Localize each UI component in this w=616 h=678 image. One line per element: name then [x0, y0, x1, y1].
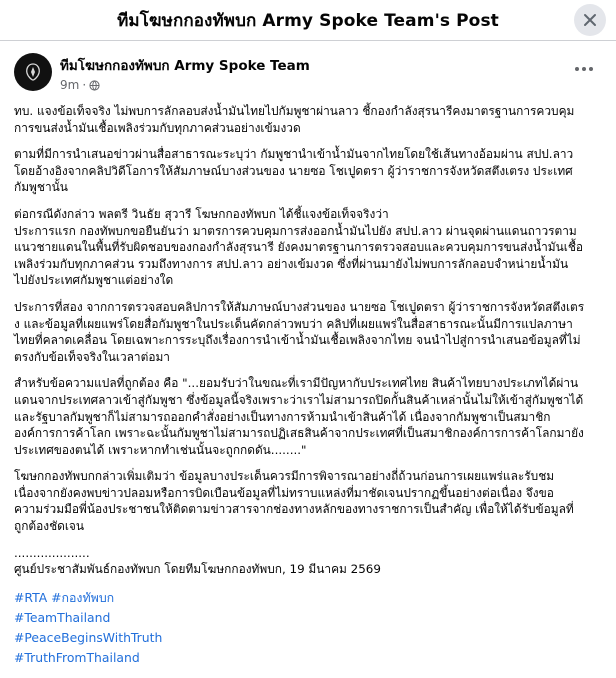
army-logo: [23, 63, 43, 81]
hashtag-link[interactable]: #PeaceBeginsWithTruth: [14, 629, 163, 645]
post-meta: [60, 78, 310, 92]
post-paragraph-second-point: ประการที่สอง จากการตรวจสอบคลิปการให้สัมภาษณ์บางส่วนของ นายซอ โชเปูดตรา ผู้ว่าราชการจังหวัดสตึงเตร ง และข้อมูลที่เผยแพร่โดยสื่อกัมพูชาในประเด็นคัดกล่าวพบว่า คลิปที่เผยแพร่ในสื่อสาธารณะนั้นมีการแปลภาษา ไทยที่คลาดเคลื่อน โดยเฉพาะการระบุถึงเรื่องการนำเข้าน้ำมันเชื้อเพลิงจากไทย จนนำไปสู่การนำเสนอข้อมูลที่ไม่ ตรงกับข้อเท็จจริงในเวลาต่อมา: [14, 299, 585, 364]
post-card: [0, 41, 616, 668]
post-dialog-header: [0, 0, 616, 41]
more-options-button[interactable]: [572, 59, 596, 79]
page-name-link[interactable]: ทีมโฆษกกองทัพบก Army Spoke Team: [60, 58, 310, 74]
avatar[interactable]: [14, 53, 52, 91]
close-button[interactable]: [574, 4, 606, 36]
post-paragraph-signature: .................... ศูนย์ประชาสัมพันธ์กองทัพบก โดยทีมโฆษกกองทัพบก, 19 มีนาคม 2569: [14, 545, 381, 577]
post-timestamp[interactable]: 9m: [60, 78, 80, 92]
post-body: [14, 103, 602, 578]
hashtag-link[interactable]: #RTA #กองทัพบก: [14, 589, 115, 605]
dialog-title: ทีมโฆษกกองทัพบก Army Spoke Team's Post: [117, 10, 499, 31]
post-paragraph-first-point: ต่อกรณีดังกล่าว พลตรี วินธัย สุวารี โฆษกกองทัพบก ได้ชี้แจงข้อเท็จจริงว่า ประการแรก กองทัพบกขอยืนยันว่า มาตรการควบคุมการส่งออกน้ำมันไปยัง สปป.ลาว ผ่านจุดผ่านแดนถาวรตาม แนวชายแดนในพื้นที่รับผิดชอบของกองกำลังสุรนารี ยังคงมาตรฐานการตรวจสอบและควบคุมการขนส่งน้ำมันเชื้อ เพลิงร่วมกับทุกภาคส่วน รวมถึงทางการ สปป.ลาว อย่างเข้มงวด ซึ่งที่ผ่านมายังไม่พบการลักลอบจำหน่ายน้ำมัน ไปยังประเทศกัมพูชาแต่อย่างใด: [14, 206, 584, 288]
meta-separator: ·: [82, 78, 87, 92]
close-icon: [583, 13, 597, 27]
post-paragraph-context: ตามที่มีการนำเสนอข่าวผ่านสื่อสาธารณะระบุว่า กัมพูชานำเข้าน้ำมันจากไทยโดยใช้เส้นทางอ้อมผ่าน สปป.ลาว โดยอ้างอิงจากคลิปวิดีโอการให้สัมภาษณ์บางส่วนของ นายซอ โชเปูดตรา ผู้ว่าราชการจังหวัดสตึงเตรง ประเทศ กัมพูชานั้น: [14, 147, 574, 195]
post-paragraph-advice: โฆษกกองทัพบกกล่าวเพิ่มเติมว่า ข้อมูลบางประเด็นควรมีการพิจารณาอย่างถี่ถ้วนก่อนการเผยแพร่และรับชม เนื่องจากยังคงพบข่าวปลอมหรือการบิดเบือนข้อมูลที่ไม่ทราบแหล่งที่มาชัดเจนปรากฏขึ้นอย่างต่อเนื่อง จึงขอ ความร่วมมือพี่น้องประชาชนให้ติดตามข่าวสารจากช่องทางหลักของทางราชการเป็นสำคัญ เพื่อให้ได้รับข้อมูลที่ ถูกต้องชัดเจน: [14, 469, 574, 534]
globe-icon: [89, 80, 100, 91]
hashtag-link[interactable]: #TruthFromThailand: [14, 649, 140, 665]
post-header: [14, 53, 602, 95]
post-paragraph-translation: สำหรับข้อความแปลที่ถูกต้อง คือ "...ยอมรับว่าในขณะที่เรามีปัญหากับประเทศไทย สินค้าไทยบางประเภทได้ผ่าน แดนจากประเทศลาวเข้าสู่กัมพูชา ซึ่งข้อมูลนี้จริงเพราะว่าเราไม่สามารถปิดกั้นสินค้าเหล่านั้นไม่ให้เข้าสู่กัมพูชาได้ และรัฐบาลกัมพูชาก็ไม่สามารถออกคำสั่งอย่างเป็นทางการห้ามนำเข้าสินค้าได้ เนื่องจากกัมพูชาเป็นสมาชิก องค์การการค้าโลก เพราะฉะนั้นกัมพูชาไม่สามารถปฏิเสธสินค้าจากประเทศที่เป็นสมาชิกองค์การการค้าโลกมายัง ประเทศของตนได้ เพราะหากทำเช่นนั้นจะถูกกดดัน........": [14, 376, 584, 457]
more-options-icon: [572, 59, 596, 79]
hashtag-list: [14, 588, 602, 668]
hashtag-link[interactable]: #TeamThailand: [14, 609, 111, 625]
post-paragraph-headline: ทบ. แจงข้อเท็จจริง ไม่พบการลักลอบส่งน้ำมันไทยไปกัมพูชาผ่านลาว ชี้กองกำลังสุรนารีคงมาตรฐานการควบคุม การขนส่งน้ำมันเชื้อเพลิงร่วมกับทุกภาคส่วนอย่างเข้มงวด: [14, 104, 575, 135]
